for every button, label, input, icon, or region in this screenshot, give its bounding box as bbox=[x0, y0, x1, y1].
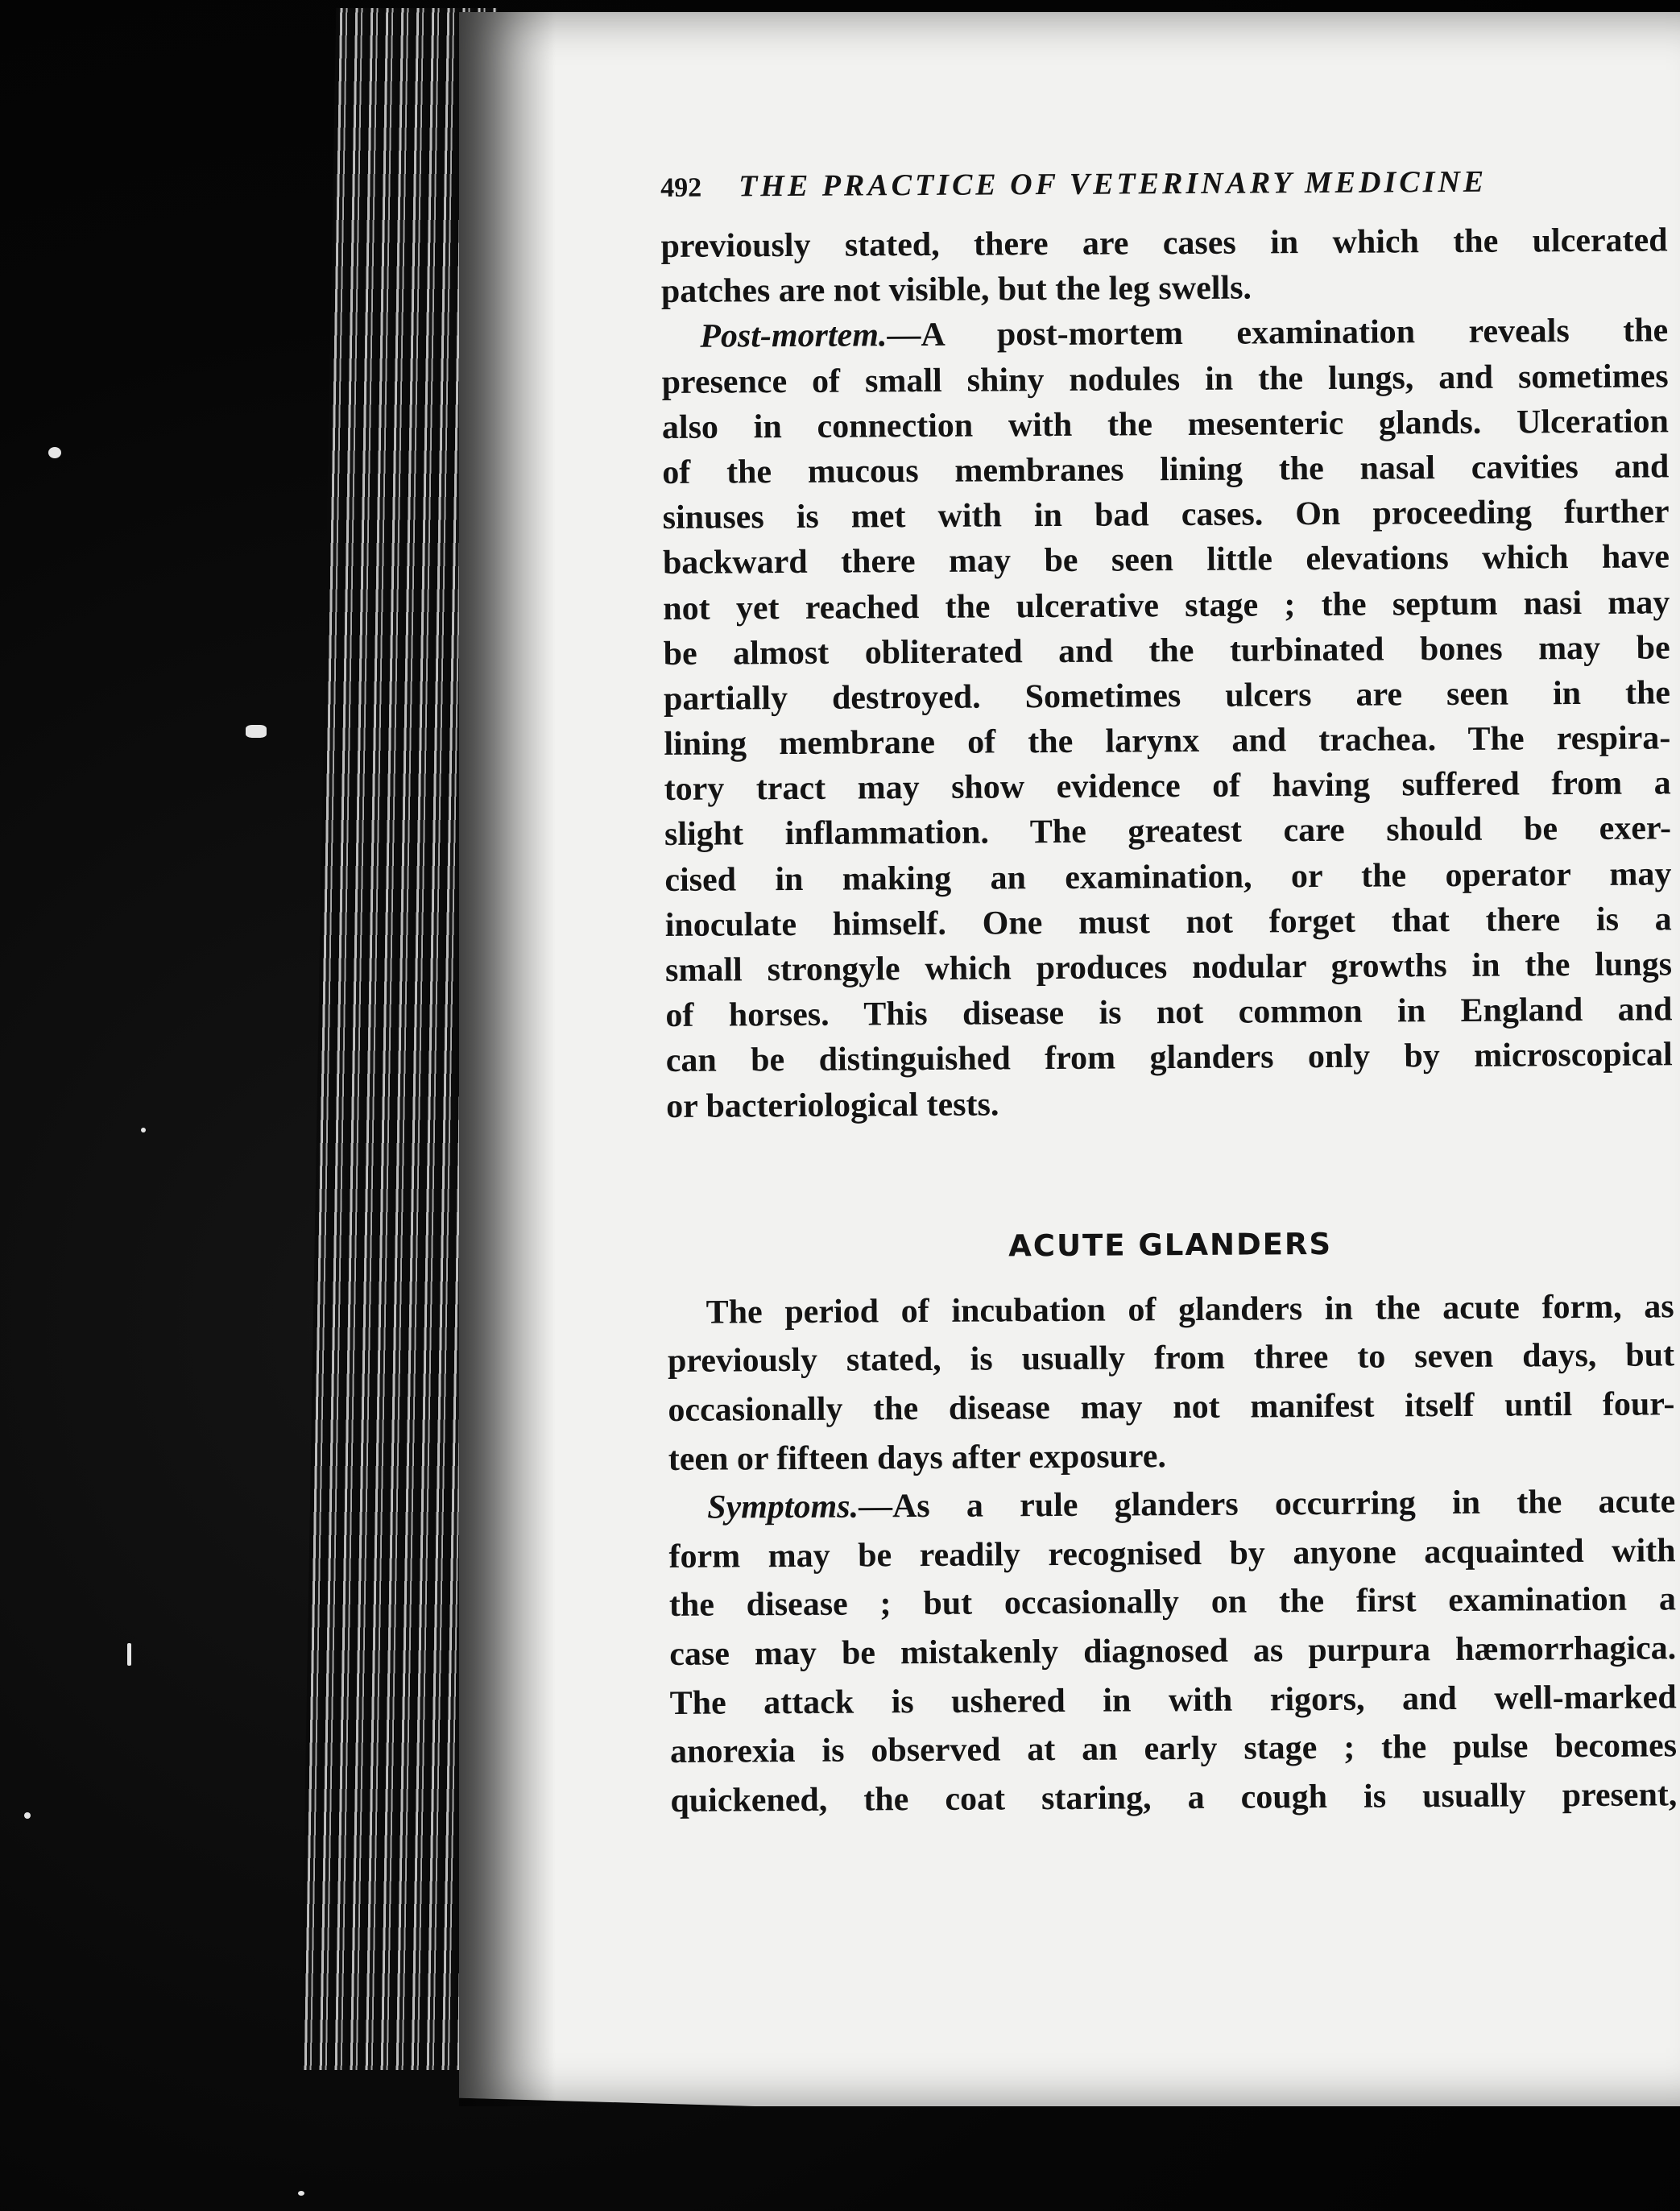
text-line: quickened, the coat staring, a cough is usually present, bbox=[670, 1776, 1678, 1820]
text-line: can be distinguished from glanders only by microscopical bbox=[665, 1036, 1673, 1080]
section-heading: ACUTE GLANDERS bbox=[1008, 1226, 1333, 1264]
paragraph-post-mortem bbox=[661, 308, 1673, 1129]
paragraph-symptoms bbox=[668, 1477, 1678, 1825]
dust-speck bbox=[127, 1643, 131, 1666]
text-line: tory tract may show evidence of having suffered from a bbox=[664, 764, 1671, 809]
text-line: be almost obliterated and the turbinated bones may be bbox=[663, 629, 1670, 673]
dust-speck bbox=[48, 447, 61, 458]
text-line: patches are not visible, but the leg swells. bbox=[660, 269, 1252, 311]
text-line: of the mucous membranes lining the nasal cavities and bbox=[662, 448, 1670, 491]
text-line: lining membrane of the larynx and trachea. The respira- bbox=[664, 719, 1671, 764]
text-line: cised in making an examination, or the operator may bbox=[664, 855, 1672, 899]
text-line: sinuses is met with in bad cases. On proceeding further bbox=[662, 493, 1670, 537]
text-line: form may be readily recognised by anyone acquainted with bbox=[668, 1532, 1676, 1575]
text-line: also in connection with the mesenteric glands. Ulceration bbox=[661, 403, 1670, 446]
page-number: 492 bbox=[660, 172, 702, 203]
text-line: The attack is ushered in with rigors, and well-marked bbox=[669, 1678, 1677, 1722]
text-line bbox=[668, 1477, 1675, 1532]
run-in-heading: Post-mortem. bbox=[700, 317, 888, 356]
text-line: occasionally the disease may not manifest itself until four- bbox=[668, 1385, 1675, 1429]
text-line: inoculate himself. One must not forget that there is a bbox=[664, 901, 1672, 944]
dust-speck bbox=[141, 1128, 146, 1132]
text-line: the disease ; but occasionally on the first examination a bbox=[668, 1580, 1677, 1625]
run-in-heading: Symptoms. bbox=[707, 1488, 859, 1526]
text-line: or bacteriological tests. bbox=[665, 1086, 999, 1125]
page-gutter-shadow bbox=[459, 12, 556, 2106]
text-line: not yet reached the ulcerative stage ; the septum nasi may bbox=[663, 583, 1670, 627]
text-line: of horses. This disease is not common in England and bbox=[665, 991, 1673, 1035]
text-line-rest: —As a rule glanders occurring in the acute bbox=[858, 1483, 1676, 1526]
text-line: partially destroyed. Sometimes ulcers are seen in the bbox=[663, 674, 1671, 718]
text-line-rest: —A post-mortem examination reveals the bbox=[887, 312, 1669, 354]
dust-speck bbox=[246, 725, 267, 738]
page-text-block bbox=[660, 163, 1678, 1825]
running-head bbox=[660, 163, 1667, 224]
text-line: The period of incubation of glanders in the acute form, as bbox=[706, 1288, 1674, 1331]
dust-speck bbox=[24, 1812, 31, 1819]
text-line: small strongyle which produces nodular growths in the lungs bbox=[664, 946, 1673, 989]
text-line: anorexia is observed at an early stage ; the pulse becomes bbox=[669, 1727, 1678, 1771]
text-line: previously stated, there are cases in which the ulcerated bbox=[660, 222, 1668, 265]
text-line: case may be mistakenly diagnosed as purpura hæmorrhagica. bbox=[669, 1629, 1677, 1673]
running-title: THE PRACTICE OF VETERINARY MEDICINE bbox=[739, 164, 1488, 204]
paragraph-incubation bbox=[667, 1282, 1674, 1484]
paragraph-continued bbox=[660, 217, 1668, 314]
text-line: previously stated, is usually from three to seven days, but bbox=[667, 1336, 1675, 1381]
dust-speck bbox=[298, 2191, 304, 2196]
text-line: backward there may be seen little elevations which have bbox=[662, 538, 1670, 582]
text-line: presence of small shiny nodules in the lungs, and sometimes bbox=[661, 357, 1669, 401]
text-line bbox=[661, 308, 1668, 360]
text-line: slight inflammation. The greatest care should be exer- bbox=[664, 809, 1672, 854]
text-line: teen or fifteen days after exposure. bbox=[668, 1437, 1167, 1478]
